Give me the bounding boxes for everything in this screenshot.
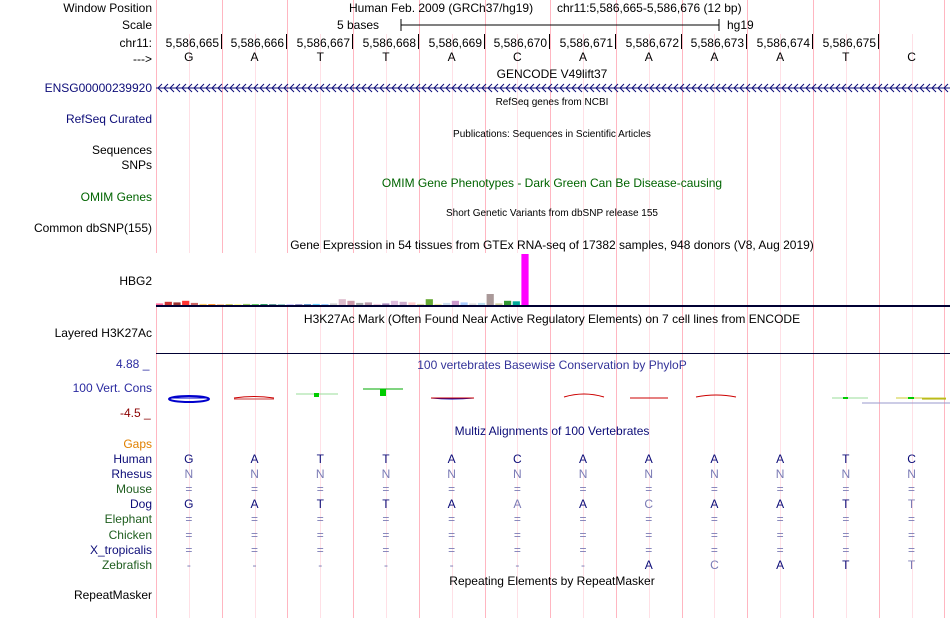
coordinate-tick (286, 34, 287, 49)
base-letter: G (184, 50, 194, 64)
alignment-base: = (448, 512, 456, 527)
coordinate-label: 5,586,671 (559, 36, 613, 50)
alignment-base: = (842, 542, 850, 557)
alignment-base: N (841, 467, 851, 482)
alignment-base: T (316, 452, 324, 466)
alignment-base: A (513, 497, 522, 512)
alignment-base: C (907, 452, 916, 466)
species-label[interactable]: X_tropicalis (89, 542, 152, 557)
coordinate-label: 5,586,668 (362, 36, 416, 50)
coordinate-label: 5,586,673 (690, 36, 744, 50)
species-label[interactable]: Human (113, 452, 152, 466)
database-text: hg19 (727, 18, 754, 32)
alignment-base: = (645, 542, 653, 557)
coordinate-tick (221, 34, 222, 49)
coordinate-label: 5,586,666 (230, 36, 284, 50)
refseq-track-label[interactable]: RefSeq Curated (65, 112, 152, 126)
alignment-base: = (513, 527, 521, 542)
alignment-base: = (908, 482, 916, 497)
alignment-base: N (644, 467, 654, 482)
alignment-base: = (710, 512, 718, 527)
multiz-track-title: Multiz Alignments of 100 Vertebrates (454, 424, 650, 438)
scale-bar (400, 18, 722, 32)
alignment-base: C (710, 557, 719, 572)
dbsnp-track-label[interactable]: Common dbSNP(155) (33, 221, 152, 235)
alignment-base: = (251, 482, 259, 497)
alignment-base: A (776, 497, 785, 512)
coordinate-label: 5,586,667 (296, 36, 350, 50)
alignment-base: = (382, 512, 390, 527)
phylop-max-label: 4.88 _ (116, 357, 150, 371)
refseq-track-title: RefSeq genes from NCBI (495, 97, 609, 108)
base-letter: A (644, 50, 653, 64)
alignment-base: = (185, 482, 193, 497)
alignment-base: A (579, 497, 588, 512)
alignment-base: - (449, 557, 454, 572)
gencode-gene-feature[interactable] (156, 81, 950, 95)
alignment-base: A (776, 557, 785, 572)
alignment-base: N (184, 467, 194, 482)
h3k27ac-track-title: H3K27Ac Mark (Often Found Near Active Regulatory Elements) on 7 cell lines from ENCODE (303, 312, 801, 326)
alignment-base: = (185, 542, 193, 557)
alignment-base: = (579, 482, 587, 497)
alignment-base: A (250, 497, 259, 512)
alignment-base: = (316, 542, 324, 557)
alignment-base: = (710, 542, 718, 557)
alignment-base: N (447, 467, 456, 482)
base-letter: T (382, 50, 390, 64)
alignment-base: = (448, 527, 456, 542)
window-position-label: Window Position (63, 1, 152, 15)
alignment-base: N (381, 467, 391, 482)
publications-track-title: Publications: Sequences in Scientific Articles (453, 129, 651, 140)
base-letter: A (250, 50, 259, 64)
alignment-base: = (251, 512, 259, 527)
gencode-gene-label[interactable]: ENSG00000239920 (44, 81, 152, 95)
gencode-strand-arrows (156, 84, 950, 92)
dbsnp-track-title: Short Genetic Variants from dbSNP release 155 (446, 208, 658, 219)
alignment-base: = (842, 527, 850, 542)
alignment-base: = (776, 482, 784, 497)
position-text[interactable]: chr11:5,586,665-5,586,676 (12 bp) (557, 1, 742, 15)
scale-text: 5 bases (337, 18, 380, 32)
coordinate-tick (549, 34, 550, 49)
gtex-tissue-bar (521, 254, 528, 306)
phylop-track-label[interactable]: 100 Vert. Cons (72, 381, 152, 395)
alignment-base: A (710, 497, 719, 512)
alignment-base: T (382, 452, 390, 466)
alignment-base: A (644, 557, 653, 572)
species-label[interactable]: Zebrafish (101, 557, 152, 572)
species-label[interactable]: Rhesus (111, 467, 152, 482)
strand-label: ---> (133, 52, 152, 66)
track-divider-thin (156, 353, 950, 354)
assembly-title: Human Feb. 2009 (GRCh37/hg19) (349, 1, 534, 15)
alignment-base: N (710, 467, 719, 482)
alignment-base: - (383, 557, 388, 572)
alignment-base: = (448, 542, 456, 557)
multiz-gaps-label[interactable]: Gaps (123, 437, 152, 451)
alignment-base: - (581, 557, 586, 572)
alignment-base: = (710, 527, 718, 542)
base-letter: T (842, 50, 850, 64)
repeatmasker-track-label[interactable]: RepeatMasker (73, 588, 152, 602)
alignment-base: A (250, 452, 259, 466)
alignment-base: = (908, 527, 916, 542)
alignment-base: N (907, 467, 916, 482)
alignment-base: = (776, 527, 784, 542)
omim-track-label[interactable]: OMIM Genes (80, 190, 152, 204)
alignment-base: G (184, 452, 194, 466)
coordinate-label: 5,586,672 (625, 36, 679, 50)
alignment-base: - (252, 557, 257, 572)
coordinate-tick (878, 34, 879, 49)
scale-label: Scale (121, 18, 152, 32)
alignment-base: = (316, 482, 324, 497)
coordinate-label: 5,586,675 (822, 36, 876, 50)
alignment-base: = (251, 542, 259, 557)
alignment-base: T (842, 497, 850, 512)
phylop-min-label: -4.5 _ (120, 406, 151, 420)
alignment-base: = (251, 527, 259, 542)
alignment-base: T (907, 557, 916, 572)
alignment-base: = (382, 542, 390, 557)
h3k27ac-track-label[interactable]: Layered H3K27Ac (54, 326, 152, 340)
alignment-base: = (710, 482, 718, 497)
species-label[interactable]: Chicken (108, 527, 152, 542)
coordinate-tick (418, 34, 419, 49)
alignment-base: N (250, 467, 259, 482)
alignment-base: C (644, 497, 654, 512)
coordinate-tick (352, 34, 353, 49)
coordinate-tick (484, 34, 485, 49)
alignment-base: = (579, 512, 587, 527)
coordinate-label: 5,586,674 (756, 36, 810, 50)
phylop-track-title: 100 vertebrates Basewise Conservation by PhyloP (417, 358, 687, 372)
coordinate-tick (812, 34, 813, 49)
coordinate-label: 5,586,670 (493, 36, 547, 50)
alignment-base: A (447, 452, 456, 466)
base-letter: A (710, 50, 719, 64)
species-label[interactable]: Dog (129, 497, 152, 512)
coordinate-tick (681, 34, 682, 49)
alignment-base: - (186, 557, 191, 572)
base-letter: A (776, 50, 785, 64)
coordinate-tick (746, 34, 747, 49)
alignment-base: T (382, 497, 390, 512)
alignment-base: N (315, 467, 325, 482)
alignment-base: - (318, 557, 323, 572)
alignment-base: = (382, 527, 390, 542)
alignment-base: N (775, 467, 785, 482)
base-letter: A (579, 50, 588, 64)
alignment-base: = (316, 527, 324, 542)
alignment-base: = (513, 512, 521, 527)
gtex-track-title: Gene Expression in 54 tissues from GTEx RNA-seq of 17382 samples, 948 donors (V8, Aug 2019) (290, 238, 814, 252)
alignment-base: A (644, 452, 653, 466)
species-label[interactable]: Elephant (104, 512, 152, 527)
alignment-base: T (842, 557, 850, 572)
alignment-base: = (316, 512, 324, 527)
alignment-base: = (185, 527, 193, 542)
gtex-gene-label[interactable]: HBG2 (119, 274, 152, 288)
coordinate-tick (615, 34, 616, 49)
alignment-base: N (578, 467, 588, 482)
alignment-base: = (645, 512, 653, 527)
gencode-track-title: GENCODE V49lift37 (496, 67, 608, 81)
base-letter: C (907, 50, 916, 64)
alignment-base: = (776, 512, 784, 527)
alignment-base: = (448, 482, 456, 497)
alignment-base: = (579, 527, 587, 542)
alignment-base: - (515, 557, 520, 572)
alignment-base: = (185, 512, 193, 527)
alignment-base: = (908, 512, 916, 527)
base-letter: A (447, 50, 456, 64)
alignment-base: T (907, 497, 916, 512)
coordinate-label: 5,586,665 (165, 36, 219, 50)
alignment-base: = (579, 542, 587, 557)
alignment-base: = (382, 482, 390, 497)
alignment-base: = (645, 527, 653, 542)
repeatmasker-track-title: Repeating Elements by RepeatMasker (449, 574, 655, 588)
alignment-base: A (710, 452, 719, 466)
alignment-base: = (842, 512, 850, 527)
alignment-base: C (513, 452, 522, 466)
coordinate-label: 5,586,669 (428, 36, 482, 50)
alignment-base: A (776, 452, 785, 466)
alignment-base: T (842, 452, 850, 466)
alignment-base: = (776, 542, 784, 557)
publications-label-snps[interactable]: SNPs (121, 158, 152, 172)
alignment-base: N (513, 467, 522, 482)
alignment-base: A (447, 497, 456, 512)
species-label[interactable]: Mouse (115, 482, 152, 497)
alignment-base: = (513, 482, 521, 497)
chromosome-label: chr11: (119, 36, 152, 50)
gtex-expression-bars[interactable] (156, 253, 536, 306)
alignment-base: A (579, 452, 588, 466)
alignment-base: G (184, 497, 194, 512)
track-divider (156, 305, 950, 307)
omim-track-title: OMIM Gene Phenotypes - Dark Green Can Be Disease-causing (381, 176, 723, 190)
base-letter: T (316, 50, 324, 64)
phylop-conservation-plot[interactable] (156, 380, 950, 410)
alignment-base: = (908, 542, 916, 557)
alignment-base: = (842, 482, 850, 497)
publications-label-sequences[interactable]: Sequences (91, 143, 152, 157)
alignment-base: T (316, 497, 324, 512)
alignment-base: = (645, 482, 653, 497)
base-letter: C (513, 50, 522, 64)
alignment-base: = (513, 542, 521, 557)
